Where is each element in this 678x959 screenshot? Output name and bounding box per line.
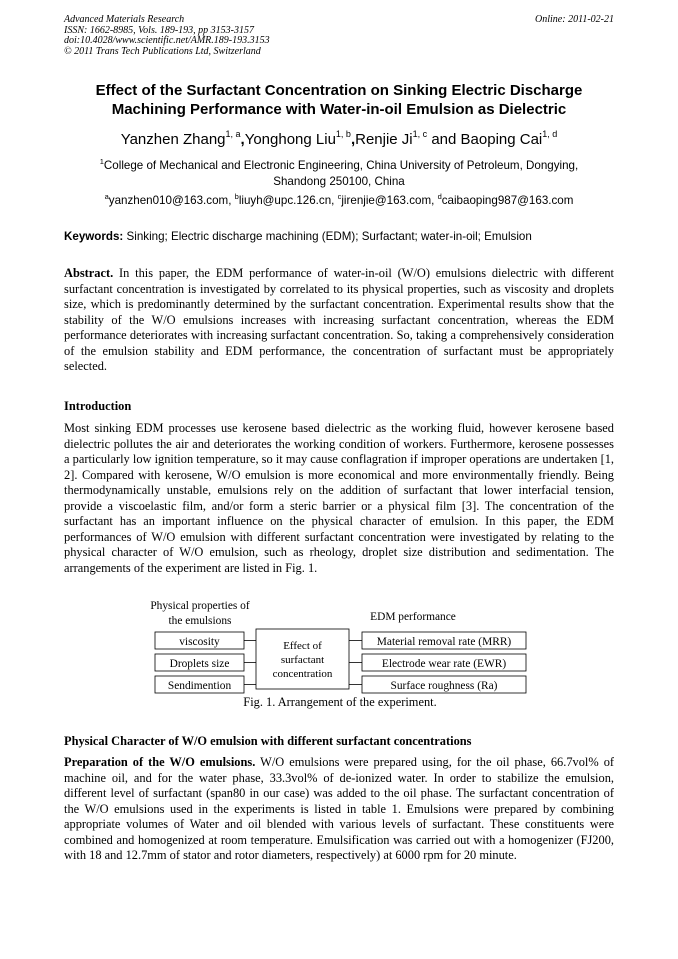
author-name: Yonghong Liu	[244, 131, 336, 148]
affiliation-sup: 1	[99, 157, 104, 166]
author-affil-sup: 1, b	[335, 129, 351, 139]
physical-character-heading: Physical Character of W/O emulsion with different surfactant concentrations	[64, 734, 472, 748]
email-sup: d	[437, 192, 442, 201]
author-separator: and	[427, 131, 461, 148]
email-sup: c	[337, 192, 342, 201]
abstract-text: In this paper, the EDM performance of water-in-oil (W/O) emulsions dielectric with different surfactant concentration is investigated by correlated to its physical properties, such as viscosity and droplets size, which is predominantly determined by the surfactant concentration. Experimental results show that the stability of the W/O emulsions increases with increasing surfactant concentration, whereas the EDM performance deteriorates with increasing surfactant concentration. So, taking a comprehensively consideration of the emulsion stability and EDM performance, the concentration of surfactant must be appropriately selected.	[64, 266, 614, 373]
author-affil-sup: 1, a	[225, 129, 241, 139]
issn-line: ISSN: 1662-8985, Vols. 189-193, pp 3153-3157	[64, 24, 254, 36]
left-title-line-2: the emulsions	[168, 615, 232, 627]
figure-1-caption: Fig. 1. Arrangement of the experiment.	[243, 695, 437, 709]
title-line-1: Effect of the Surfactant Concentration on Sinking Electric Discharge	[95, 82, 583, 99]
viscosity-label: viscosity	[179, 636, 220, 648]
author-separator: ,	[350, 131, 356, 148]
online-date: Online: 2011-02-21	[535, 14, 614, 25]
author-list	[40, 130, 638, 149]
mrr-label: Material removal rate (MRR)	[376, 636, 512, 648]
center-line-2: surfactant	[280, 654, 325, 666]
journal-name: Advanced Materials Research	[64, 14, 185, 25]
email-list: $^a$yanzhen010@163.com, $^b$liuyh@upc.126.cn, $^c$jirenjie@163.com, $^d$caibaoping987@163.com	[104, 192, 574, 207]
author-name: Renjie Ji	[355, 131, 413, 148]
preparation-paragraph	[64, 755, 614, 864]
preparation-text: W/O emulsions were prepared using, for the oil phase, 66.7vol% of machine oil, and for the water phase, 33.3vol% of de-ionized water. In order to stabilize the emulsion, different level of surfactant (span80 in our case) was added to the oil phase. The surfactant concentration of the W/O emulsions used in the experiments is listed in table 1. Emulsions were prepared by combining appropriate volumes of Water and oil blended with various levels of surfactant. These constituents were combined and homogenized at room temperature. Emulsification was carried out with a homogenizer (FJ200, with 18 and 12.7mm of stator and rotor diameters, respectively) at 6000 rpm for 20 minute.	[64, 755, 615, 862]
journal-header	[64, 15, 270, 57]
introduction-text: Most sinking EDM processes use kerosene based dielectric as the working fluid, however kerosene based dielectric pollutes the air and deteriorates the working condition of workers. Furthermore, kerosene possesses a particularly low ignition temperature, so it may cause conflagration if improper operations are undertaken [1, 2]. Compared with kerosene, W/O emulsion is more economical and more environmentally friendly. Being thermodynamically unstable, emulsions rely on the addition of surfactant that lower interfacial tension, provide a viscoelastic film, and/or form a steric barrier or a physical film [3]. The concentration of the surfactant has an important influence on the physical character of emulsion. In this paper, the EDM performances of W/O emulsion with different surfactant concentration were investigated by relating to the physical character of W/O emulsion, such as rheology, droplet size distribution and sedimentation. The arrangements of the experiment are listed in Fig. 1.	[64, 421, 614, 575]
author-affil-sup: 1, d	[542, 129, 558, 139]
affiliation-line-1: College of Mechanical and Electronic Engineering, China University of Petroleum, Dongying,	[103, 159, 579, 172]
copyright-line: © 2011 Trans Tech Publications Ltd, Switzerland	[64, 45, 261, 57]
email-sup: b	[234, 192, 239, 201]
email-address[interactable]: liuyh@upc.126.cn	[238, 194, 332, 207]
left-title-line-1: Physical properties of	[150, 600, 250, 612]
abstract-label: Abstract.	[64, 266, 114, 280]
paper-title	[70, 81, 608, 119]
email-address[interactable]: jirenjie@163.com	[341, 194, 432, 207]
introduction-heading: Introduction	[64, 399, 132, 413]
affiliation-line-2: Shandong 250100, China	[273, 175, 405, 188]
title-line-2: Machining Performance with Water-in-oil Emulsion as Dielectric	[111, 101, 567, 118]
author-separator: ,	[240, 131, 245, 148]
keywords-label: Keywords:	[64, 230, 124, 243]
right-title: EDM performance	[370, 611, 456, 623]
keywords-text: Sinking; Electric discharge machining (EDM); Surfactant; water-in-oil; Emulsion	[126, 230, 532, 243]
droplets-size-label: Droplets size	[169, 658, 230, 670]
center-line-1: Effect of	[283, 640, 322, 652]
abstract	[64, 266, 614, 375]
keywords	[64, 229, 614, 245]
ra-label: Surface roughness (Ra)	[390, 680, 498, 692]
preparation-label: Preparation of the W/O emulsions.	[64, 755, 256, 769]
sedimentation-label: Sendimention	[167, 680, 232, 692]
affiliation	[64, 158, 614, 190]
email-sup: a	[104, 192, 109, 201]
email-address[interactable]: yanzhen010@163.com	[108, 194, 229, 207]
author-name: Baoping Cai	[460, 131, 543, 148]
author-name: Yanzhen Zhang	[120, 131, 226, 148]
email-address[interactable]: caibaoping987@163.com	[441, 194, 574, 207]
author-affil-sup: 1, c	[412, 129, 428, 139]
center-line-3: concentration	[272, 668, 333, 680]
doi-line[interactable]: doi:10.4028/www.scientific.net/AMR.189-193.3153	[64, 35, 270, 46]
ewr-label: Electrode wear rate (EWR)	[381, 658, 507, 670]
